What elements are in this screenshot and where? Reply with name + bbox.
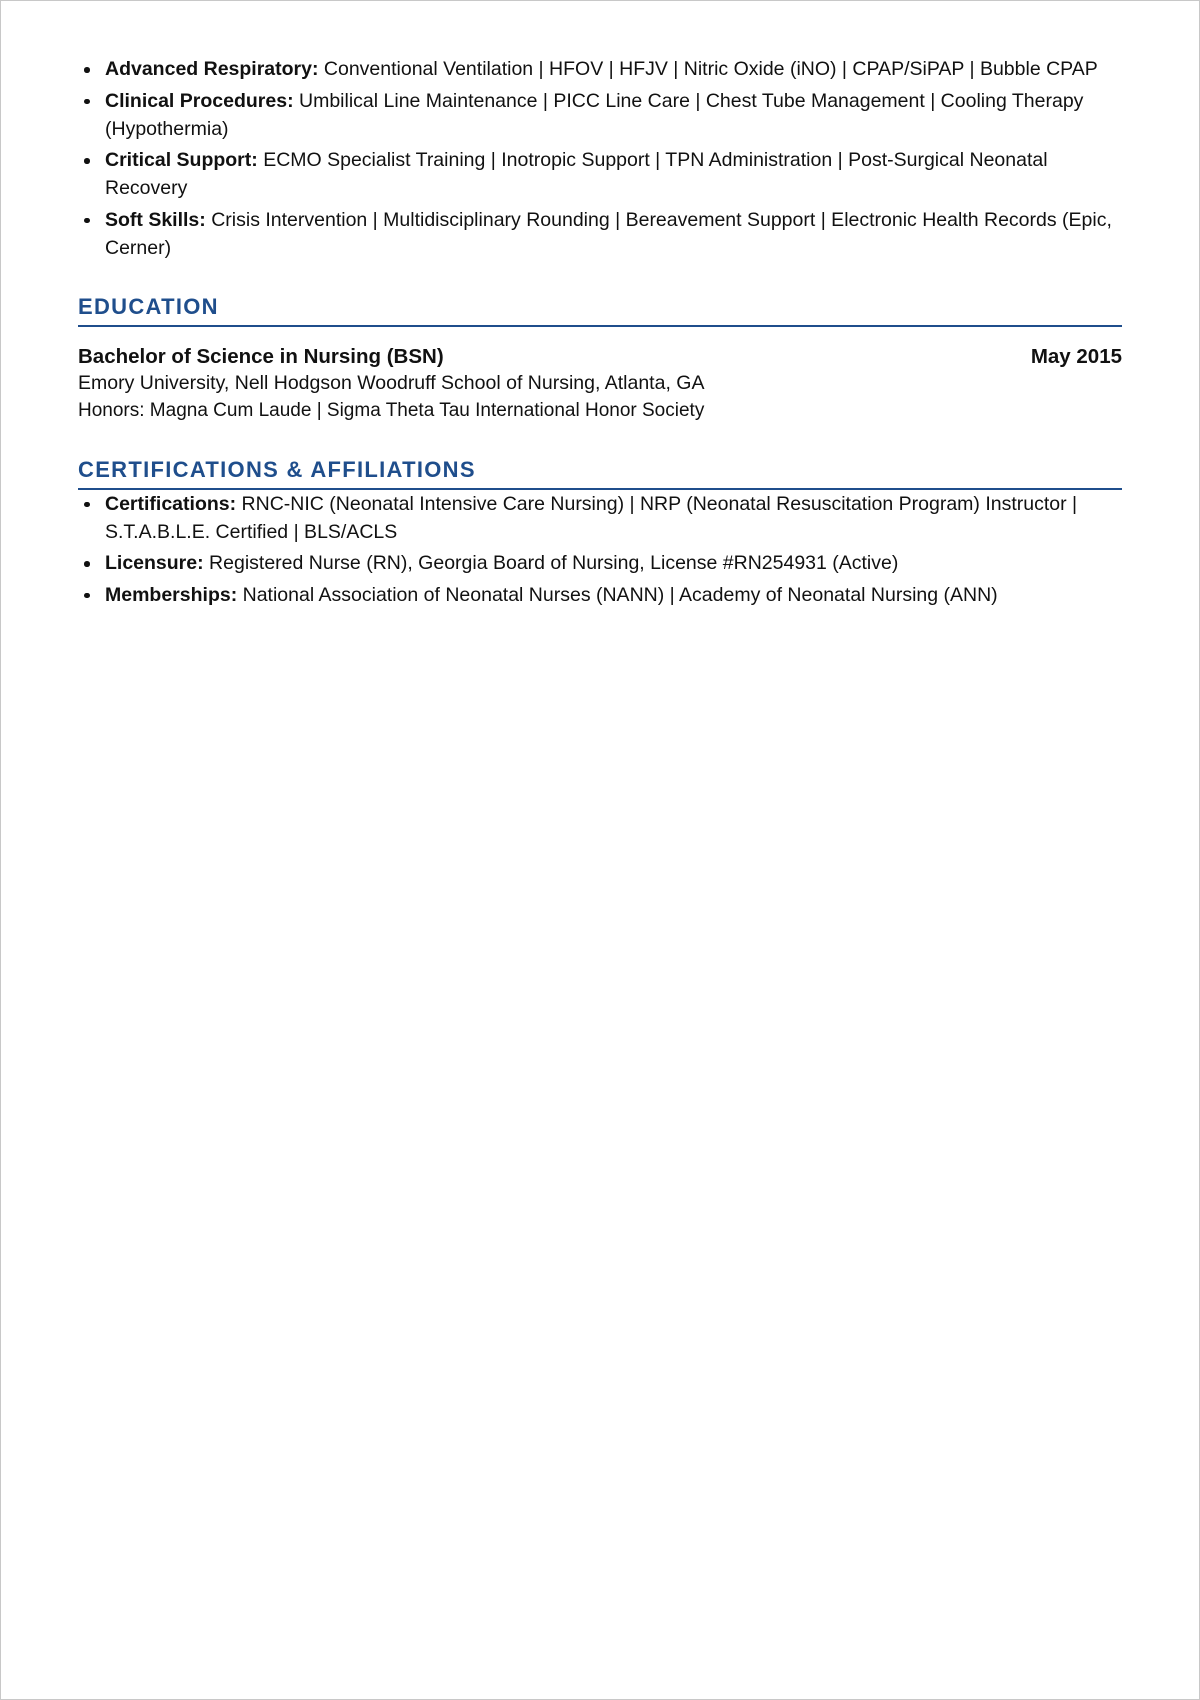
- skill-text: Conventional Ventilation | HFOV | HFJV | Nitric Oxide (iNO) | CPAP/SiPAP | Bubble CPAP: [323, 58, 1098, 80]
- list-item-soft-skills: [78, 206, 1122, 262]
- education-honors: Honors: Magna Cum Laude | Sigma Theta Tau International Honor Society: [78, 399, 705, 421]
- skills-list: [78, 55, 1122, 262]
- skill-text: Umbilical Line Maintenance | PICC Line Care | Chest Tube Management | Cooling Therapy (Hypothermia): [105, 89, 1084, 140]
- school-name: Emory University, Nell Hodgson Woodruff School of Nursing, Atlanta, GA: [78, 371, 705, 394]
- skill-text: Crisis Intervention | Multidisciplinary Rounding | Bereavement Support | Electronic Health Records (Epic, Cerner): [105, 208, 1112, 259]
- list-item-certifications: [78, 490, 1122, 546]
- cert-label: Memberships:: [105, 583, 238, 606]
- education-heading: EDUCATION: [78, 294, 1122, 327]
- cert-label: Certifications:: [105, 492, 237, 515]
- cert-text: RNC-NIC (Neonatal Intensive Care Nursing) | NRP (Neonatal Resuscitation Program) Instructor | S.T.A.B.L.E. Certified | BLS/ACLS: [105, 492, 1078, 543]
- degree-title: Bachelor of Science in Nursing (BSN): [78, 344, 444, 368]
- education-entry: [78, 344, 1122, 424]
- education-degree-row: [78, 344, 1122, 370]
- list-item-licensure: [78, 549, 1122, 577]
- cert-text: Registered Nurse (RN), Georgia Board of Nursing, License #RN254931 (Active): [209, 552, 899, 574]
- skill-text: ECMO Specialist Training | Inotropic Support | TPN Administration | Post-Surgical Neonatal Recovery: [105, 149, 1048, 199]
- list-item-clinical-procedures: [78, 87, 1122, 143]
- list-item-memberships: [78, 581, 1122, 609]
- skill-label: Critical Support:: [105, 149, 258, 171]
- graduation-date: May 2015: [1030, 344, 1122, 368]
- skill-label: Clinical Procedures:: [105, 89, 294, 112]
- cert-label: Licensure:: [105, 552, 204, 574]
- skill-label: Advanced Respiratory:: [105, 58, 319, 80]
- list-item-advanced-respiratory: [78, 55, 1122, 83]
- certifications-heading: CERTIFICATIONS & AFFILIATIONS: [78, 457, 1122, 490]
- skill-label: Soft Skills:: [105, 208, 206, 231]
- certifications-list: [78, 490, 1122, 609]
- cert-text: National Association of Neonatal Nurses (NANN) | Academy of Neonatal Nursing (ANN): [242, 583, 998, 606]
- list-item-critical-support: [78, 146, 1122, 202]
